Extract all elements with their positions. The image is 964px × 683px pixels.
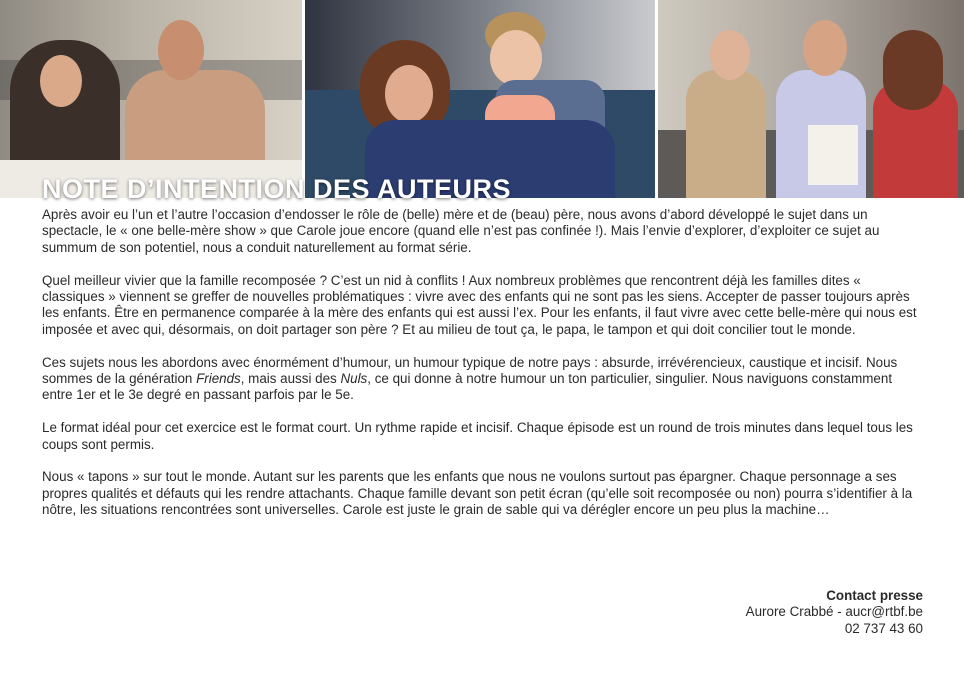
press-contact-name-email: Aurore Crabbé - aucr@rtbf.be	[745, 604, 923, 620]
woman-face	[385, 65, 433, 123]
press-contact	[746, 588, 923, 637]
article-body	[42, 207, 922, 535]
paragraph-1: Après avoir eu l’un et l’autre l’occasion d’endosser le rôle de (belle) mère et de (beau) père, nous avons d’abord développé le sujet dans un spectacle, le « one belle-mère show » que Carole joue encore (quand elle n’est pas confinée !). Mais l’envie d’explorer, d’exploiter ce sujet au summum de son potentiel, nous a conduit naturellement au format série.	[42, 207, 880, 255]
nuls-reference: Nuls	[340, 371, 368, 387]
paragraph-3-part-b: , mais aussi des	[240, 371, 341, 387]
man-face	[803, 20, 847, 76]
right-woman-hair	[883, 30, 943, 110]
paragraph-5: Nous « tapons » sur tout le monde. Autant sur les parents que les enfants que nous ne voulons surtout pas épargner. Chaque personnage a ses propres qualités et défauts qui les rendre attachants. Chaque famille devant son petit écran (qu’elle soit recomposée ou non) pourra s’identifier à la nôtre, les situations rencontrées sont universelles. Carole est juste le grain de sable qui va dérégler encore un peu plus la machine…	[42, 469, 913, 518]
boy-face	[490, 30, 542, 86]
paper	[808, 125, 858, 185]
paragraph-2: Quel meilleur vivier que la famille recomposée ? C’est un nid à conflits ! Aux nombreux problèmes que rencontrent déjà les familles dites « classiques » viennent se greffer de nouvelles problématiques : vivre avec des enfants qui ne sont pas les siens. Accepter de passer toujours après les enfants. Être en permanence comparée à la mère des enfants qui est aussi l’ex. Pour les enfants, il faut vivre avec cette belle-mère qui nous est imposée et avec qui, désormais, on doit partager son père ? Et au milieu de tout ça, le papa, le tampon et qui doit concilier tout le monde.	[42, 272, 917, 337]
left-woman-face	[710, 30, 750, 80]
press-contact-label: Contact presse	[826, 588, 923, 603]
woman-face	[40, 55, 82, 107]
photo-woman-and-boy-on-sofa	[305, 0, 655, 198]
man-face	[158, 20, 204, 80]
paragraph-3-part-c: , ce qui donne à notre humour un ton particulier, singulier. Nous naviguons constamment entre 1er et le 3e degré en passant parfois par le 5e.	[42, 371, 893, 403]
photo-couple-in-bed	[0, 0, 302, 198]
friends-reference: Friends	[196, 371, 241, 387]
paragraph-3	[42, 355, 922, 404]
photo-banner	[0, 0, 964, 204]
left-woman-coat	[686, 70, 766, 198]
press-contact-phone: 02 737 43 60	[844, 620, 923, 636]
paragraph-4: Le format idéal pour cet exercice est le format court. Un rythme rapide et incisif. Chaque épisode est un round de trois minutes dans lequel tous les coups sont permis.	[42, 420, 913, 452]
paragraph-3-part-a: Ces sujets nous les abordons avec énormément d’humour, un humour typique de notre pays : absurde, irrévérencieux, caustique et incisif. Nous sommes de la génération	[42, 354, 898, 387]
page-title: NOTE D’INTENTION DES AUTEURS	[42, 174, 512, 204]
photo-three-on-sofa	[658, 0, 964, 198]
